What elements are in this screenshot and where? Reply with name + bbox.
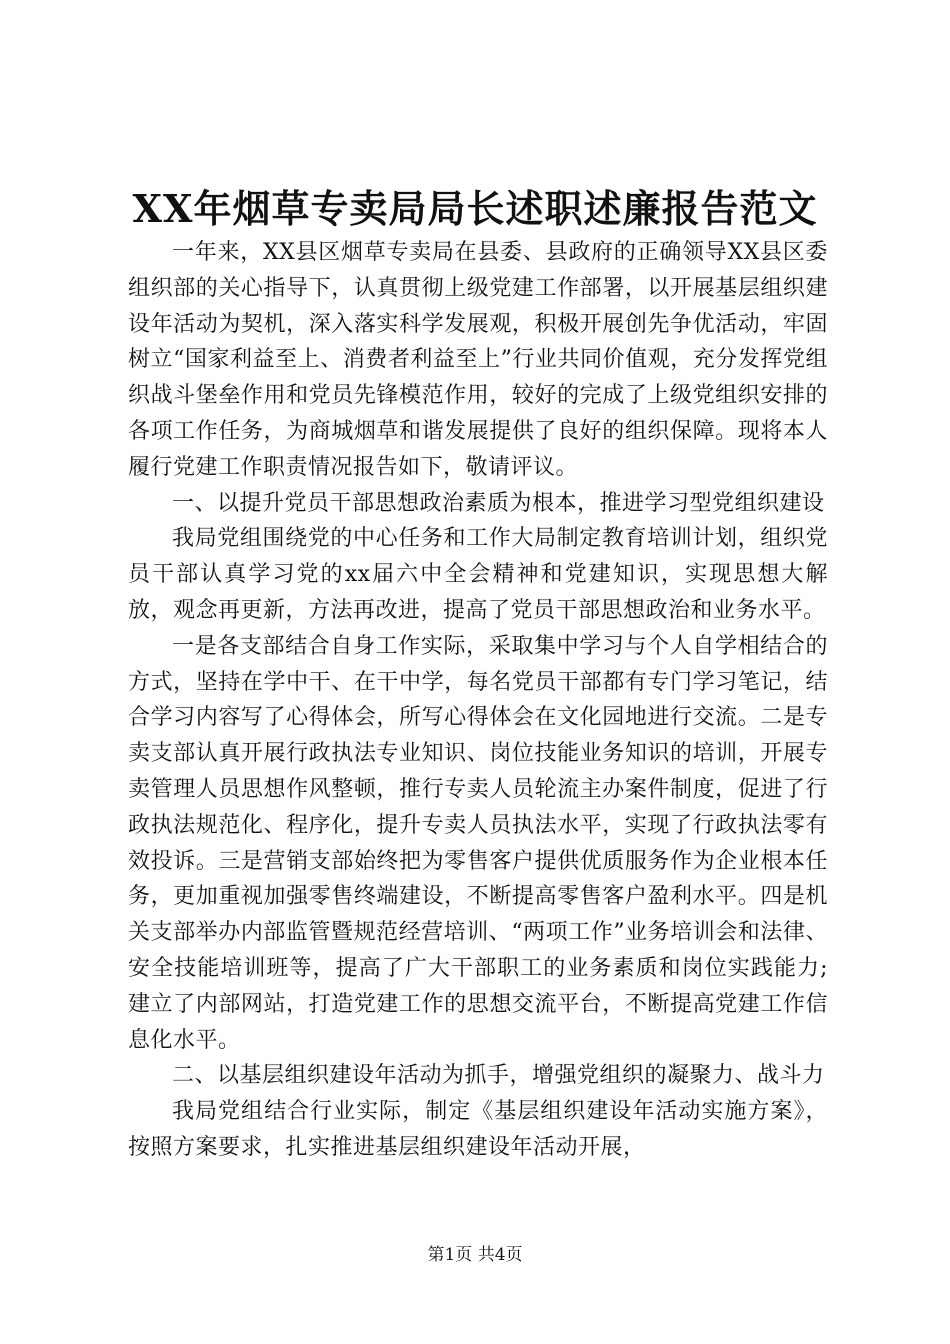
paragraph-intro: 一年来，XX县区烟草专卖局在县委、县政府的正确领导XX县区委组织部的关心指导下，认真贯彻上级党建工作部署，以开展基层组织建设年活动为契机，深入落实科学发展观，积极开展创先争优活动，牢固树立“国家利益至上、消费者利益至上”行业共同价值观，充分发挥党组织战斗堡垒作用和党员先锋模范作用，较好的完成了上级党组织安排的各项工作任务，为商城烟草和谐发展提供了良好的组织保障。现将本人履行党建工作职责情况报告如下，敬请评议。 — [128, 240, 828, 480]
paragraph-org-building: 我局党组结合行业实际，制定《基层组织建设年活动实施方案》，按照方案要求，扎实推进基层组织建设年活动开展， — [128, 1099, 828, 1160]
document-title: XX年烟草专卖局局长述职述廉报告范文 — [132, 186, 818, 231]
page-number-footer: 第1页 共4页 — [427, 1245, 523, 1265]
document-body — [128, 235, 828, 1166]
section-heading-2: 二、以基层组织建设年活动为抓手，增强党组织的凝聚力、战斗力 — [172, 1063, 825, 1089]
paragraph-branch-work: 一是各支部结合自身工作实际，采取集中学习与个人自学相结合的方式，坚持在学中干、在干中学，每名党员干部都有专门学习笔记，结合学习内容写了心得体会，所写心得体会在文化园地进行交流。二是专卖支部认真开展行政执法专业知识、岗位技能业务知识的培训，开展专卖管理人员思想作风整顿，推行专卖人员轮流主办案件制度，促进了行政执法规范化、程序化，提升专卖人员执法水平，实现了行政执法零有效投诉。三是营销支部始终把为零售客户提供优质服务作为企业根本任务，更加重视加强零售终端建设，不断提高零售客户盈利水平。四是机关支部举办内部监管暨规范经营培训、“两项工作”业务培训会和法律、安全技能培训班等，提高了广大干部职工的业务素质和岗位实践能力;建立了内部网站，打造党建工作的思想交流平台，不断提高党建工作信息化水平。 — [128, 633, 828, 1053]
paragraph-study-plan: 我局党组围绕党的中心任务和工作大局制定教育培训计划，组织党员干部认真学习党的xx届六中全会精神和党建知识，实现思想大解放，观念再更新，方法再改进，提高了党员干部思想政治和业务水平。 — [128, 526, 828, 623]
section-heading-1: 一、以提升党员干部思想政治素质为根本，推进学习型党组织建设 — [172, 490, 825, 516]
